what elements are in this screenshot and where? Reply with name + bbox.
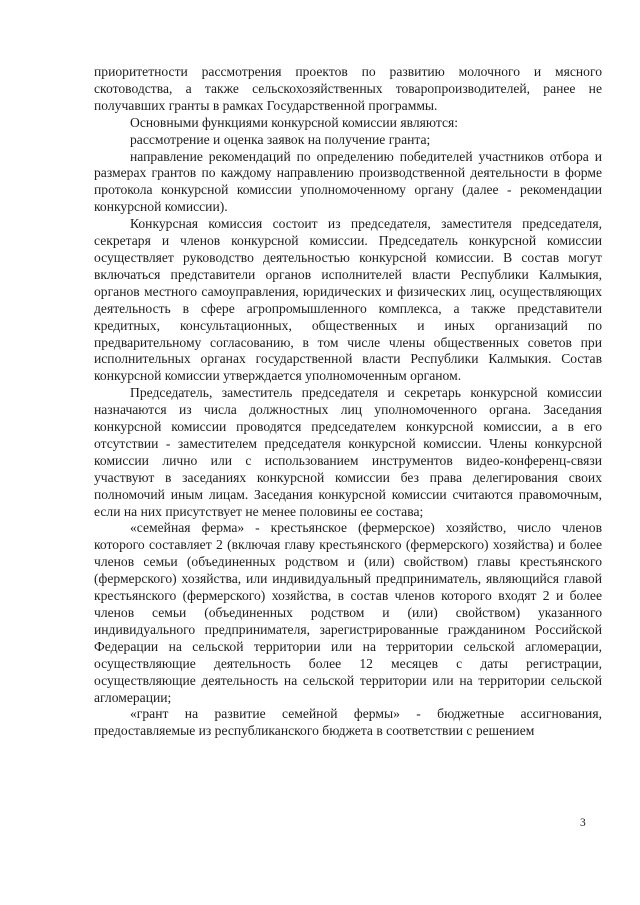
paragraph-commission-meetings: Председатель, заместитель председателя и секретарь конкурсной комиссии назначаются из числа должностных лиц уполномоченного органа. Заседания конкурсной комиссии проводятся председателем конкурсной комиссии, а в его отсутствии - заместителем председателя конкурсной комиссии. Члены конкурсной комиссии лично или с использованием инструментов видео-конференц-связи участвуют в заседаниях конкурсной комиссии без права делегирования своих полномочий иным лицам. Заседания конкурсной комиссии считаются правомочным, если на них присутствует не менее половины ее состава; <box>94 385 602 519</box>
paragraph-commission-composition: Конкурсная комиссия состоит из председателя, заместителя председателя, секретаря и членов конкурсной комиссии. Председатель конкурсной комиссии осуществляет руководство деятельностью конкурсной комиссии. В состав могут включаться представители органов исполнителей власти Республики Калмыкия, органов местного самоуправления, юридических и физических лиц, осуществляющих деятельность в сфере агропромышленного комплекса, а также представители кредитных, консультационных, общественных и иных организаций по предварительному согласованию, в том числе члены общественных советов при исполнительных органах государственной власти Республики Калмыкия. Состав конкурсной комиссии утверждается уполномоченным органом. <box>94 216 602 384</box>
paragraph-function-recommendations: направление рекомендаций по определению победителей участников отбора и размерах грантов по каждому направлению производственной деятельности в форме протокола конкурсной комиссии уполномоченному органу (далее - рекомендации конкурсной комиссии). <box>94 148 602 215</box>
paragraph-function-review: рассмотрение и оценка заявок на получение гранта; <box>130 131 431 147</box>
document-page <box>94 64 602 740</box>
paragraph-family-farm-definition: «семейная ферма» - крестьянское (фермерское) хозяйство, число членов которого составляет 2 (включая главу крестьянского (фермерского) хозяйства) и более членов семьи (объединенных родством и (или) свойством) главы крестьянского (фермерского) хозяйства, или индивидуальный предприниматель, являющийся главой крестьянского (фермерского) хозяйства, в состав членов которого входят 2 и более членов семьи (объединенных родством и (или) свойством) указанного индивидуального предпринимателя, зарегистрированные гражданином Российской Федерации на сельской территории или на территории сельской агломерации, осуществляющие деятельность более 12 месяцев с даты регистрации, осуществляющие деятельность на сельской территории или на территории сельской агломерации; <box>94 520 602 705</box>
paragraph-family-farm-grant: «грант на развитие семейной фермы» - бюджетные ассигнования, предоставляемые из республиканского бюджета в соответствии с решением <box>94 706 602 739</box>
paragraph-functions-heading: Основными функциями конкурсной комиссии являются: <box>130 114 459 130</box>
page-number: 3 <box>580 817 586 829</box>
paragraph-continuation: приоритетности рассмотрения проектов по развитию молочного и мясного скотоводства, а также сельскохозяйственных товаропроизводителей, ранее не получавших гранты в рамках Государственной программы. <box>94 64 602 113</box>
